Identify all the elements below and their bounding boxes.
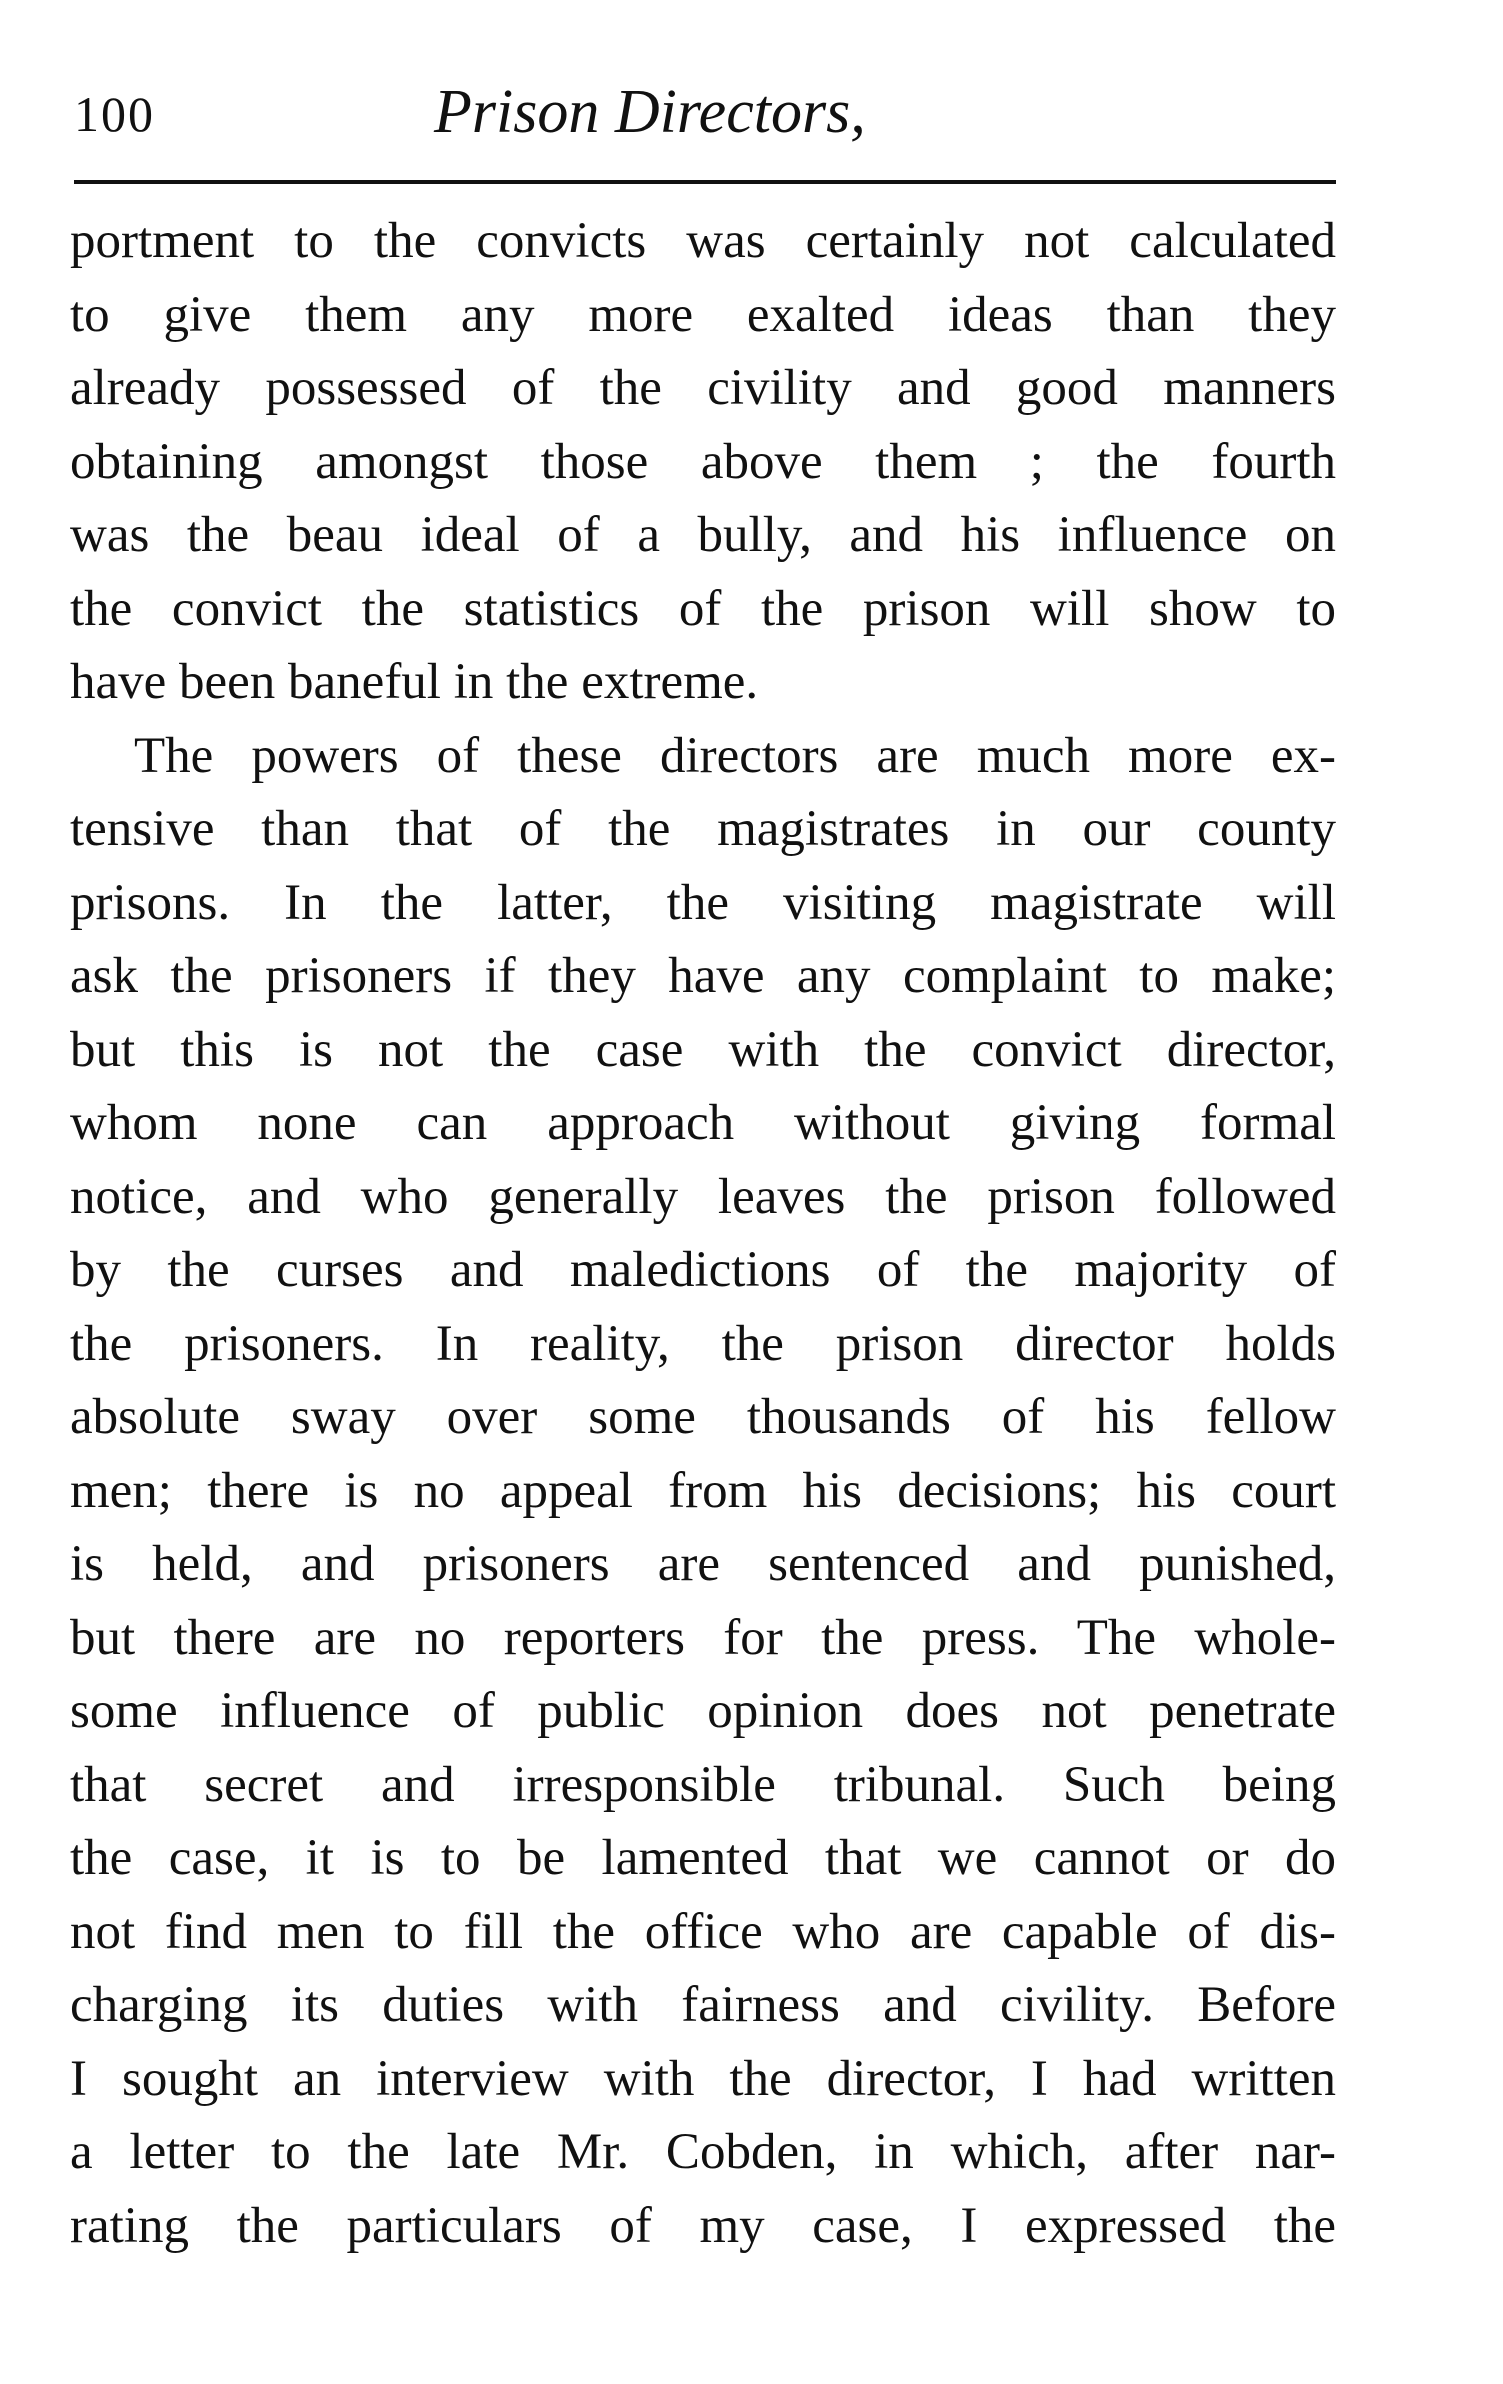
text-line: whom none can approach without giving formal (70, 1095, 1336, 1151)
text-line: was the beau ideal of a bully, and his influence on (70, 507, 1336, 563)
header-rule (74, 180, 1336, 184)
text-line: some influence of public opinion does not penetrate (70, 1683, 1336, 1739)
text-line: notice, and who generally leaves the prison followed (70, 1168, 1336, 1225)
text-line: is held, and prisoners are sentenced and punished, (70, 1536, 1336, 1592)
text-line: obtaining amongst those above them ; the fourth (70, 433, 1336, 490)
text-line: rating the particulars of my case, I expressed the (70, 2197, 1336, 2254)
text-line: to give them any more exalted ideas than they (70, 286, 1336, 343)
page-number: 100 (74, 86, 155, 142)
text-line: ask the prisoners if they have any complaint to make; (70, 948, 1336, 1004)
body-text (70, 205, 1336, 2263)
text-line: the prisoners. In reality, the prison director holds (70, 1315, 1336, 1372)
text-line: the convict the statistics of the prison will show to (70, 580, 1336, 637)
text-line: tensive than that of the magistrates in our county (70, 801, 1336, 857)
text-line: not find men to fill the office who are capable of dis- (70, 1903, 1336, 1960)
text-line: portment to the convicts was certainly not calculated (70, 213, 1336, 269)
text-line: a letter to the late Mr. Cobden, in which, after nar- (70, 2124, 1336, 2180)
text-line: by the curses and maledictions of the majority of (70, 1242, 1336, 1298)
text-line: the case, it is to be lamented that we cannot or do (70, 1830, 1336, 1886)
text-line: absolute sway over some thousands of his fellow (70, 1389, 1336, 1445)
text-line: already possessed of the civility and good manners (70, 360, 1336, 416)
text-line: that secret and irresponsible tribunal. Such being (70, 1756, 1336, 1813)
page-header (74, 70, 1334, 170)
text-line: I sought an interview with the director, I had written (70, 2050, 1336, 2107)
text-line: but this is not the case with the convict director, (70, 1021, 1336, 1078)
text-line: charging its duties with fairness and civility. Before (70, 1977, 1336, 2033)
text-line: have been baneful in the extreme. (70, 654, 759, 710)
running-title: Prison Directors, (434, 78, 866, 146)
text-line: men; there is no appeal from his decisions; his court (70, 1462, 1336, 1519)
text-line: The powers of these directors are much more ex- (134, 727, 1336, 784)
text-line: prisons. In the latter, the visiting magistrate will (70, 874, 1336, 931)
text-line: but there are no reporters for the press. The whole- (70, 1609, 1336, 1666)
